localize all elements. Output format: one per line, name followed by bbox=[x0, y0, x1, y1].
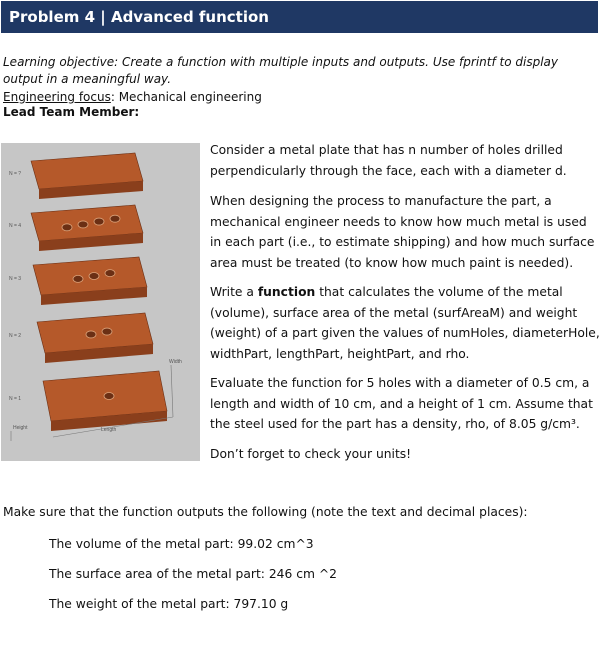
engineering-focus-label: Engineering focus bbox=[3, 90, 111, 104]
plates-illustration bbox=[1, 143, 200, 461]
hole bbox=[62, 224, 72, 231]
hole bbox=[110, 215, 120, 222]
hole bbox=[105, 270, 115, 277]
expected-output-surface-area: The surface area of the metal part: 246 cm ^2 bbox=[49, 567, 337, 581]
task-text-post: that calculates the volume of the metal (volume), surface area of the metal (surfAreaM) and weight (weight) of a part given the values of numHoles, diameterHole, widthPart, lengthPart, heightPart, and rho. bbox=[210, 285, 600, 361]
paragraph-evaluate: Evaluate the function for 5 holes with a diameter of 0.5 cm, a length and width of 10 cm, and a height of 1 cm. Assume that the steel used for the part has a density, rho, of 8.05 g/cm³. bbox=[210, 376, 593, 431]
engineering-focus bbox=[3, 89, 262, 105]
length-label: Length bbox=[101, 427, 117, 433]
hole bbox=[102, 328, 112, 335]
paragraph-plate-description: Consider a metal plate that has n number of holes drilled perpendicularly through the face, each with a diameter d. bbox=[210, 143, 567, 178]
plate-count-label: N = ? bbox=[9, 171, 22, 177]
hole bbox=[104, 393, 114, 400]
plate-count-label: N = 4 bbox=[9, 223, 22, 229]
paragraph-task bbox=[210, 282, 600, 364]
width-dimension-line bbox=[171, 365, 173, 417]
plate-count-label: N = 1 bbox=[9, 396, 22, 402]
plates-figure bbox=[1, 143, 200, 461]
width-label: Width bbox=[169, 359, 182, 365]
hole bbox=[94, 218, 104, 225]
task-keyword: function bbox=[257, 285, 316, 299]
engineering-focus-value: : Mechanical engineering bbox=[110, 90, 262, 104]
hole bbox=[73, 275, 83, 282]
hole bbox=[89, 273, 99, 280]
hole bbox=[78, 221, 88, 228]
plate-count-label: N = 3 bbox=[9, 276, 22, 282]
hole bbox=[86, 331, 96, 338]
learning-objective: Learning objective: Create a function with multiple inputs and outputs. Use fprintf to display output in a meaningful way. bbox=[3, 55, 558, 86]
paragraph-check-units: Don’t forget to check your units! bbox=[210, 447, 412, 461]
expected-output-weight: The weight of the metal part: 797.10 g bbox=[49, 597, 289, 611]
task-text-pre: Write a bbox=[210, 285, 258, 299]
height-label: Height bbox=[13, 425, 28, 431]
problem-title: Problem 4 | Advanced function bbox=[9, 8, 269, 26]
output-instructions: Make sure that the function outputs the following (note the text and decimal places): bbox=[3, 505, 528, 519]
paragraph-design-context: When designing the process to manufacture the part, a mechanical engineer needs to know how much metal is used in each part (i.e., to estimate shipping) and how much surface area must be treated (to know how much paint is needed). bbox=[210, 194, 595, 270]
plate-count-label: N = 2 bbox=[9, 333, 22, 339]
title-banner bbox=[1, 1, 598, 33]
expected-output-volume: The volume of the metal part: 99.02 cm^3 bbox=[49, 537, 314, 551]
lead-team-member: Lead Team Member: bbox=[3, 105, 140, 119]
